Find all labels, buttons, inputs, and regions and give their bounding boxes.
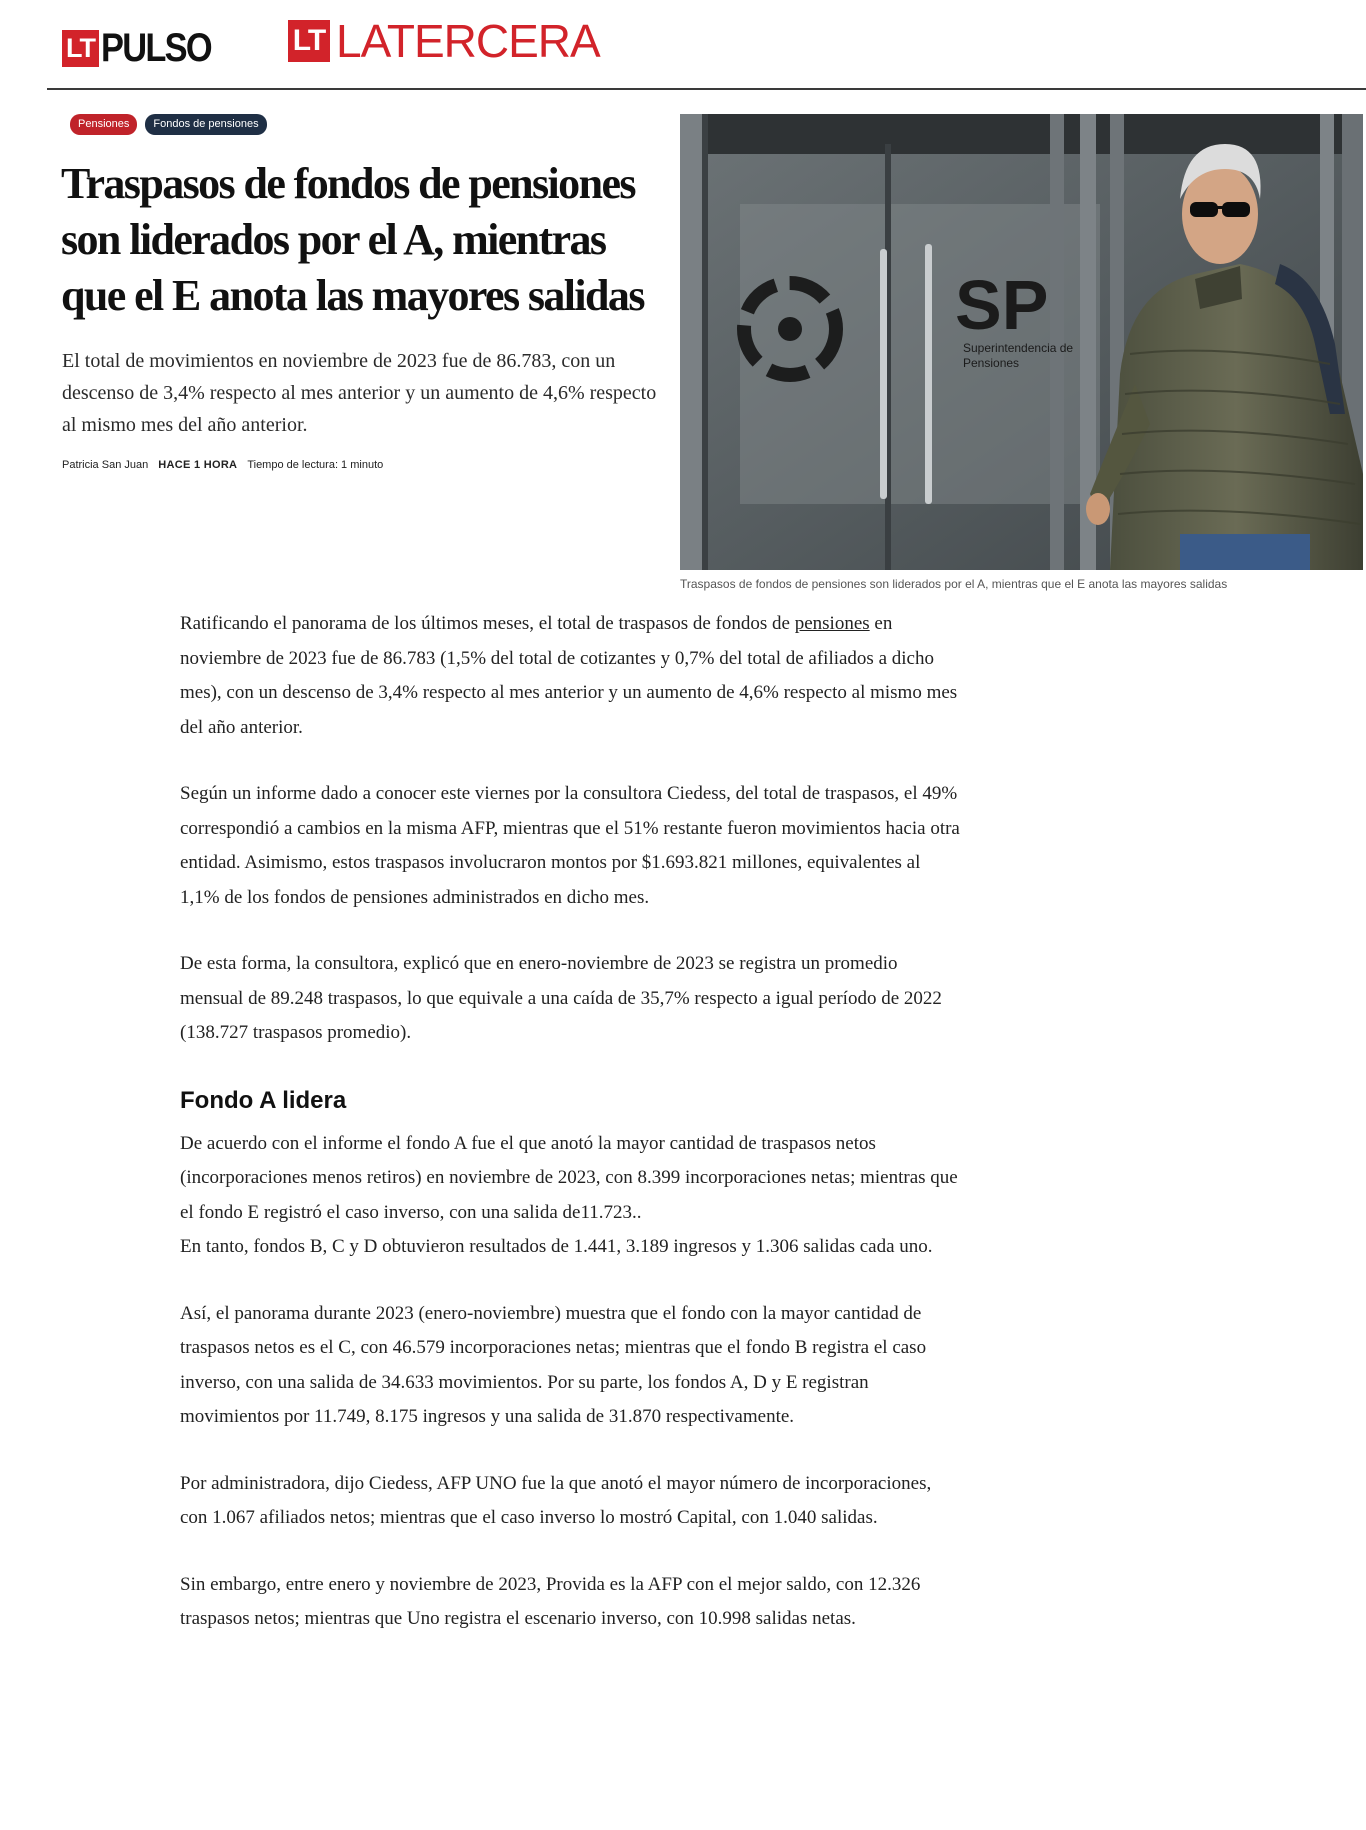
- section-heading: Fondo A lidera: [180, 1086, 347, 1114]
- paragraph-4-line-2: En tanto, fondos B, C y D obtuvieron resultados de 1.441, 3.189 ingresos y 1.306 salidas cada uno.: [180, 1236, 933, 1257]
- article-photo: [680, 114, 1363, 570]
- publish-time: HACE 1 HORA: [158, 459, 238, 471]
- reading-time: Tiempo de lectura: 1 minuto: [247, 459, 384, 471]
- pulso-logo-text: PULSO: [101, 26, 211, 70]
- photo-sign-logo: SP: [955, 266, 1049, 344]
- photo-sign-line-2: Pensiones: [963, 356, 1020, 370]
- paragraph-4: [180, 1127, 960, 1265]
- paragraph-6: Por administradora, dijo Ciedess, AFP UNO fue la que anotó el mayor número de incorporaciones, con 1.067 afiliados netos; mientras que el caso inverso lo mostró Capital, con 1.040 salidas.: [180, 1472, 932, 1528]
- paragraph-1-end: en noviembre de 2023 fue de 86.783 (1,5% del total de cotizantes y 0,7% del total de afiliados a dicho mes), con un descenso de 3,4% respecto al mes anterior y un aumento de 4,6% respecto al mismo mes del año anterior.: [180, 613, 958, 738]
- latercera-logo[interactable]: [288, 15, 600, 67]
- paragraph-3: De esta forma, la consultora, explicó que en enero-noviembre de 2023 se registra un promedio mensual de 89.248 traspasos, lo que equivale a una caída de 35,7% respecto a igual período de 2022 (138.727 traspasos promedio).: [180, 953, 942, 1043]
- article-body: [180, 607, 960, 1669]
- photo-sign-line-1: Superintendencia de: [963, 341, 1074, 355]
- latercera-logo-badge: LT: [288, 20, 330, 62]
- tag-fondos-de-pensiones[interactable]: Fondos de pensiones: [145, 114, 266, 135]
- site-header: [47, 0, 1366, 90]
- paragraph-2: Según un informe dado a conocer este viernes por la consultora Ciedess, del total de traspasos, el 49% correspondió a cambios en la misma AFP, mientras que el 51% restante fueron movimientos hacia otra entidad. Asimismo, estos traspasos involucraron montos por $1.693.821 millones, equivalentes al 1,1% de los fondos de pensiones administrados en dicho mes.: [180, 783, 960, 908]
- pensiones-link[interactable]: pensiones: [794, 613, 870, 634]
- paragraph-4-line-1: De acuerdo con el informe el fondo A fue el que anotó la mayor cantidad de traspasos netos (incorporaciones menos retiros) en noviembre de 2023, con 8.399 incorporaciones netas; mientras que el fondo E registró el caso inverso, con una salida de11.723..: [180, 1132, 958, 1223]
- latercera-logo-text: LATERCERA: [336, 15, 600, 67]
- article-title: Traspasos de fondos de pensiones son liderados por el A, mientras que el E anota las mayores salidas: [61, 159, 644, 320]
- author-link[interactable]: Patricia San Juan: [62, 459, 149, 471]
- paragraph-1-start: Ratificando el panorama de los últimos meses, el total de traspasos de fondos de: [180, 613, 795, 634]
- article-lead: El total de movimientos en noviembre de 2023 fue de 86.783, con un descenso de 3,4% respecto al mes anterior y un aumento de 4,6% respecto al mismo mes del año anterior.: [62, 350, 657, 436]
- pulso-logo-badge: LT: [62, 30, 99, 67]
- paragraph-5: Así, el panorama durante 2023 (enero-noviembre) muestra que el fondo con la mayor cantidad de traspasos netos es el C, con 46.579 incorporaciones netas; mientras que el fondo B registra el caso inverso, con una salida de 34.633 movimientos. Por su parte, los fondos A, D y E registran movimientos por 11.749, 8.175 ingresos y una salida de 31.870 respectivamente.: [180, 1302, 927, 1427]
- photo-caption: Traspasos de fondos de pensiones son liderados por el A, mientras que el E anota las mayores salidas: [680, 577, 1228, 591]
- paragraph-7: Sin embargo, entre enero y noviembre de 2023, Provida es la AFP con el mejor saldo, con 12.326 traspasos netos; mientras que Uno registra el escenario inverso, con 10.998 salidas netas.: [180, 1573, 921, 1629]
- pulso-logo[interactable]: [62, 26, 229, 70]
- photo-illustration: [680, 114, 1363, 570]
- byline: [62, 459, 383, 471]
- article-tags: [70, 114, 267, 135]
- tag-pensiones[interactable]: Pensiones: [70, 114, 137, 135]
- paragraph-1: [180, 607, 960, 745]
